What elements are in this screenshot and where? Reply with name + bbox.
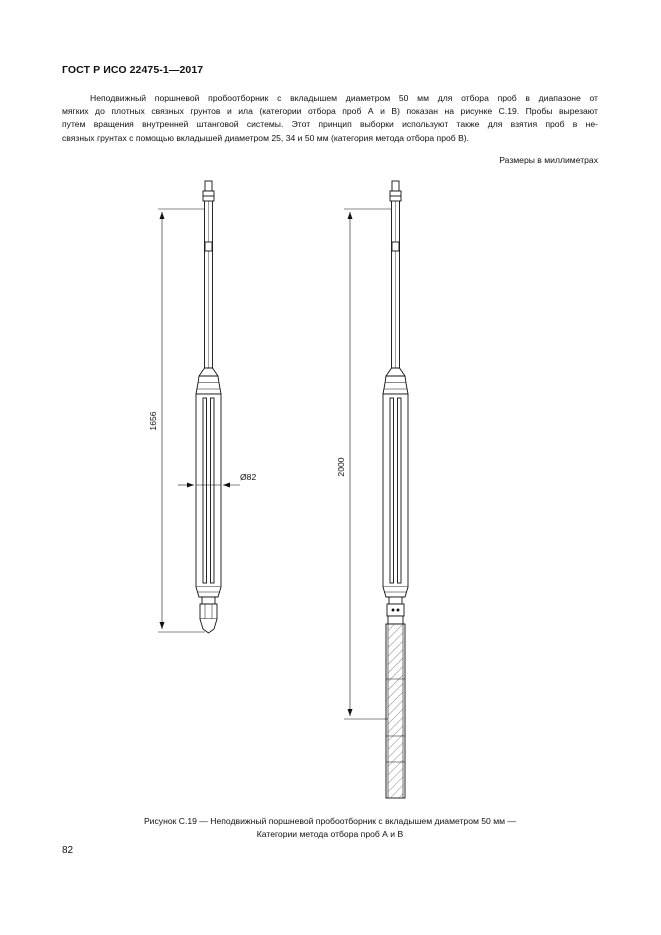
units-note: Размеры в миллиметрах — [499, 155, 598, 165]
caption-line: Рисунок С.19 — Неподвижный поршневой пробоотборник с вкладышем диаметром 50 мм — — [143, 816, 517, 826]
paragraph-line: мягких до плотных связных грунтов и ила (категории отбора проб А и В) показан на рисунке С.19. Пробы вырезают — [62, 106, 598, 117]
diameter-label: Ø82 — [240, 472, 257, 482]
document-header: ГОСТ Р ИСО 22475-1—2017 — [62, 64, 204, 76]
figure-caption — [62, 815, 598, 840]
page-number: 82 — [62, 845, 74, 856]
paragraph-line: путем вращения внутренней штанговой системы. Этот принцип выборки используют также для взятия проб в не- — [62, 119, 598, 130]
left-dimension-label: 1656 — [148, 411, 158, 431]
right-sampler — [383, 181, 408, 798]
left-sampler — [196, 181, 221, 633]
right-dimension-label: 2000 — [336, 457, 346, 477]
caption-line: Категории метода отбора проб А и В — [256, 828, 404, 839]
paragraph-line: Неподвижный поршневой пробоотборник с вкладышем диаметром 50 мм для отбора проб в диапазоне от — [90, 93, 598, 103]
paragraph-line: связных грунтах с помощью вкладышей диаметром 25, 34 и 50 мм (категория метода отбора проб В). — [62, 132, 470, 143]
